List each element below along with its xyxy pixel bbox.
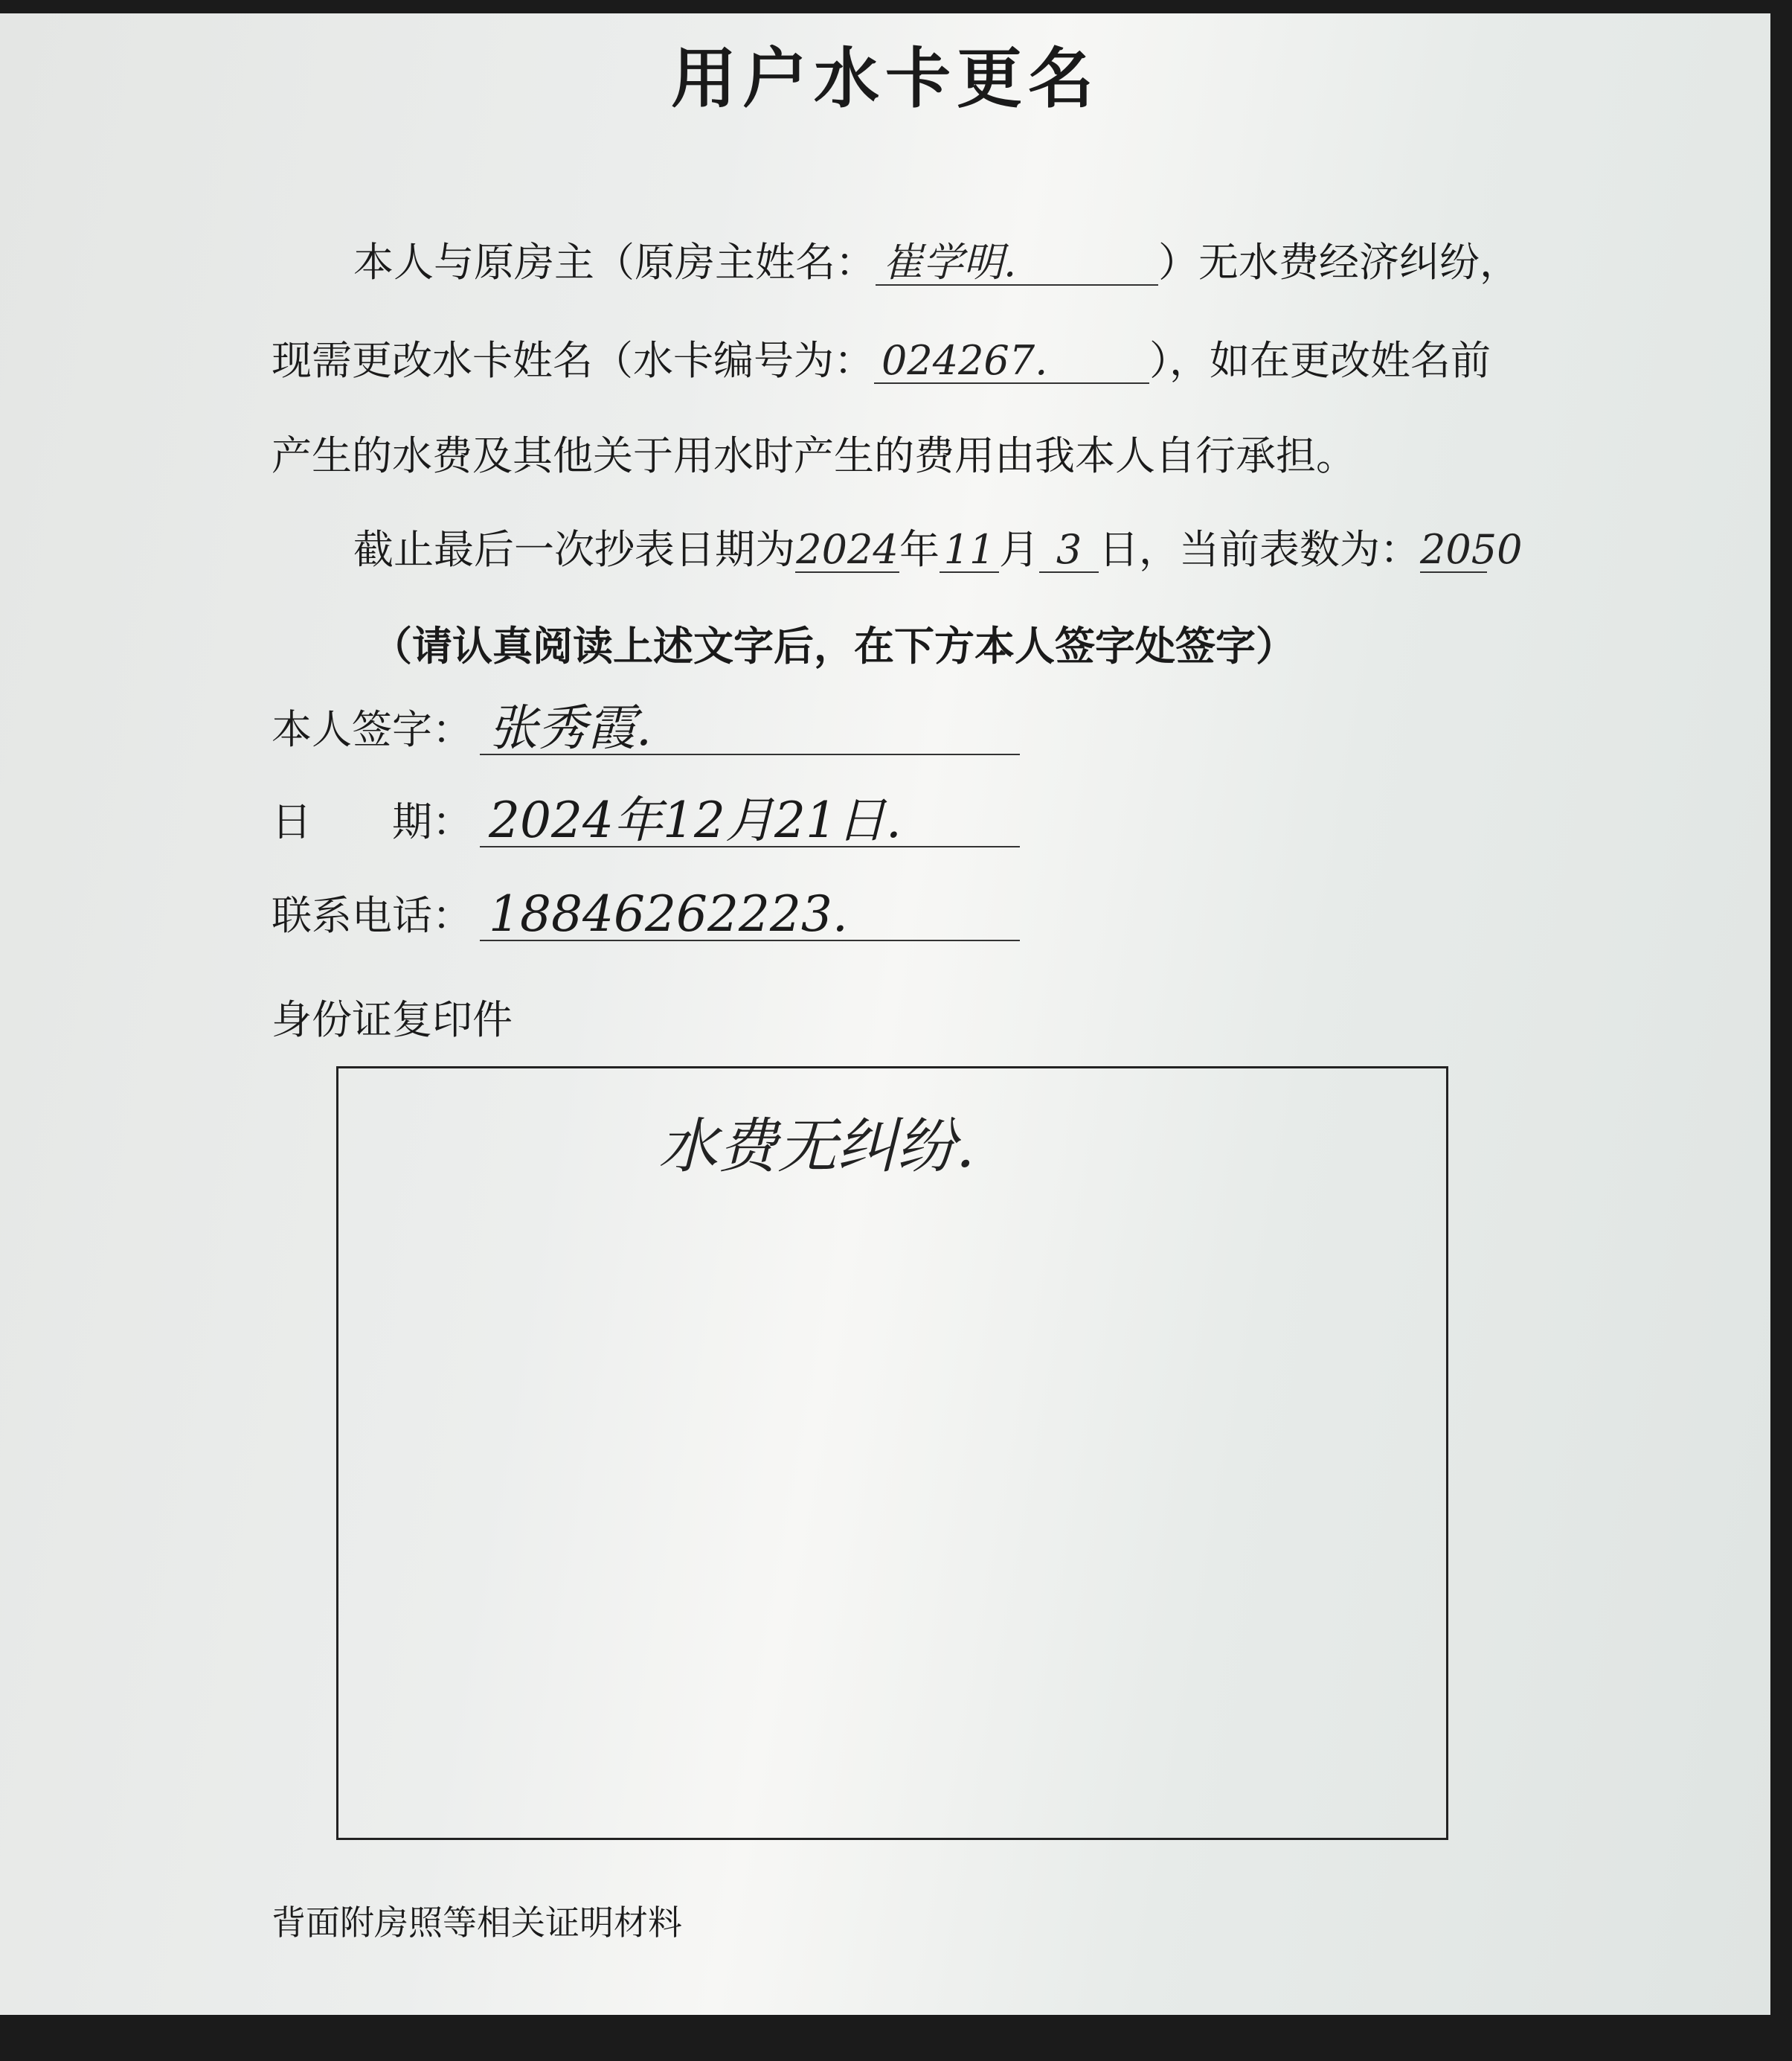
date-field[interactable]: 2024年12月21日. <box>480 794 1020 847</box>
year-unit: 年 <box>899 526 940 573</box>
statement-text: 现需更改水卡姓名（水卡编号为： <box>272 337 874 384</box>
phone-label: 联系电话： <box>272 892 472 939</box>
phone-field[interactable]: 18846262223. <box>480 888 1020 941</box>
date-row <box>272 790 1020 847</box>
reading-day-field[interactable]: 3 <box>1039 528 1099 573</box>
statement-line-2 <box>272 335 1491 387</box>
signature-row <box>272 698 1020 755</box>
reading-text: 截止最后一次抄表日期为 <box>353 526 795 573</box>
instruction-note: （请认真阅读上述文字后，在下方本人签字处签字） <box>372 623 1296 670</box>
statement-text: ）无水费经济纠纷， <box>1158 239 1520 286</box>
meter-reading-line <box>353 524 1523 576</box>
id-copy-label: 身份证复印件 <box>272 996 513 1043</box>
day-unit: 日，当前表数为： <box>1099 526 1420 573</box>
water-card-number-field[interactable]: 024267. <box>874 339 1149 384</box>
form-page <box>0 13 1770 2045</box>
date-label: 日 期： <box>272 798 472 845</box>
id-copy-handwritten-note: 水费无纠纷. <box>658 1112 975 1181</box>
phone-row <box>272 884 1020 941</box>
reading-month-field[interactable]: 11 <box>940 528 999 573</box>
previous-owner-name-field[interactable]: 崔学明. <box>876 241 1158 286</box>
signature-label: 本人签字： <box>272 706 472 753</box>
signature-field[interactable]: 张秀霞. <box>480 702 1020 755</box>
form-title: 用户水卡更名 <box>670 40 1099 117</box>
id-copy-box[interactable] <box>336 1066 1448 1840</box>
statement-text: ），如在更改姓名前 <box>1149 337 1491 384</box>
statement-text: 本人与原房主（原房主姓名： <box>353 239 876 286</box>
meter-value-field[interactable]: 2050 <box>1420 526 1523 573</box>
month-unit: 月 <box>999 526 1039 573</box>
reading-year-field[interactable]: 2024 <box>796 526 899 573</box>
footer-note: 背面附房照等相关证明材料 <box>272 1903 682 1943</box>
statement-line-3: 产生的水费及其他关于用水时产生的费用由我本人自行承担。 <box>272 432 1356 479</box>
statement-line-1 <box>353 237 1520 289</box>
